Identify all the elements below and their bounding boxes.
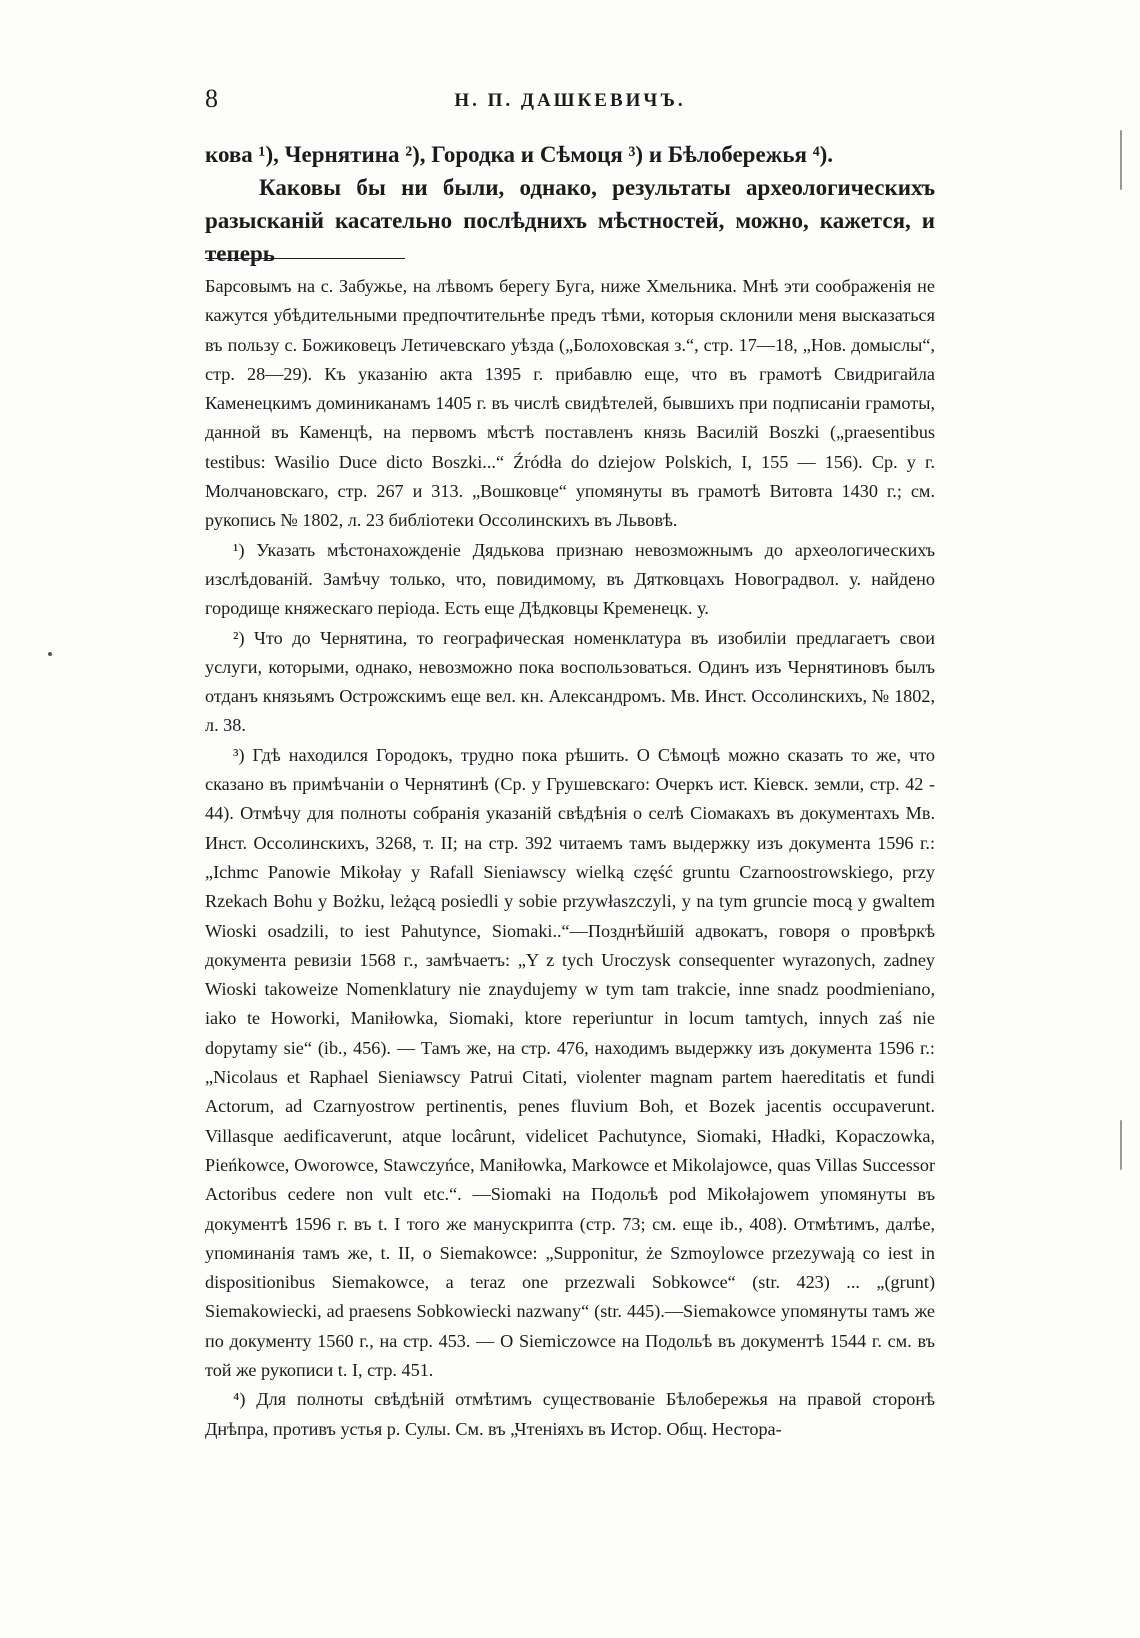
- footnote-2: ²) Что до Чернятина, то географическая номенклатура въ изобиліи предлагаетъ свои услуги, которыми, однако, невозможно пока воспользоваться. Одинъ изъ Чернятиновъ былъ отданъ князьямъ Острожскимъ еще вел. кн. Александромъ. Мв. Инст. Оссолинскихъ, № 1802, л. 38.: [205, 627, 935, 736]
- scan-speck: [48, 652, 52, 656]
- scan-edge-mark: [1120, 130, 1122, 190]
- body-paragraph: Каковы бы ни были, однако, результаты археологическихъ разысканій касательно послѣднихъ мѣстностей, можно, кажется, и теперь: [205, 175, 935, 266]
- footnote-continuation: Барсовымъ на с. Забужье, на лѣвомъ берегу Буга, ниже Хмельника. Мнѣ эти соображенія не кажутся убѣдительными предпочтительнѣе предъ тѣми, которыя склонили меня высказаться въ пользу с. Божиковецъ Летичевскаго уѣзда („Болоховская з.“, стр. 17—18, „Нов. домыслы“, стр. 28—29). Къ указанію акта 1395 г. прибавлю еще, что въ грамотѣ Свидригайла Каменецкимъ доминиканамъ 1405 г. въ числѣ свидѣтелей, бывшихъ при подписаніи грамоты, данной въ Каменцѣ, на первомъ мѣстѣ поставленъ князь Василій Boszki („praesentibus testibus: Wasilio Duce dicto Boszki...“ Źródła do dziejow Polskich, I, 155 — 156). Ср. у г. Молчановскаго, стр. 267 и 313. „Вошковце“ упомянуты въ грамотѣ Витовта 1430 г.; см. рукопись № 1802, л. 23 библіотеки Оссолинскихъ въ Львовѣ.: [205, 276, 935, 531]
- running-head: Н. П. ДАШКЕВИЧЪ.: [454, 90, 686, 111]
- page-number: 8: [205, 84, 218, 113]
- footnotes-block: [205, 272, 935, 1444]
- footnote-separator: [205, 258, 405, 259]
- scan-edge-mark: [1120, 1120, 1122, 1170]
- page-header: [205, 84, 935, 120]
- main-body-text: [205, 138, 935, 270]
- footnote-4: ⁴) Для полноты свѣдѣній отмѣтимъ существованіе Бѣлобережья на правой сторонѣ Днѣпра, противъ устья р. Сулы. См. въ „Чтеніяхъ въ Истор. Общ. Нестора-: [205, 1389, 935, 1439]
- footnote-1: ¹) Указать мѣстонахожденіе Дядькова признаю невозможнымъ до археологическихъ изслѣдованій. Замѣчу только, что, повидимому, въ Дятковцахъ Новоградвол. у. найдено городище княжескаго періода. Есть еще Дѣдковцы Кременецк. у.: [205, 539, 935, 619]
- footnote-3: ³) Гдѣ находился Городокъ, трудно пока рѣшить. О Сѣмоцѣ можно сказать то же, что сказано въ примѣчаніи о Чернятинѣ (Ср. у Грушевскаго: Очеркъ ист. Кіевск. земли, стр. 42 - 44). Отмѣчу для полноты собранія указаній свѣдѣнія о селѣ Сіомакахъ въ документахъ Мв. Инст. Оссолинскихъ, 3268, т. II; на стр. 392 читаемъ тамъ выдержку изъ документа 1596 г.: „Ichmc Panowie Mikołay y Rafall Sieniawscy wielką część gruntu Czarnoostrowskiego, przy Rzekach Bohu y Bożku, leżącą posiedli y sobie przywłaszczyli, y na tym gruncie mocą y gwaltem Wioski osadzili, to iest Pahutynce, Siomaki..“—Позднѣйшій адвокатъ, говоря о провѣркѣ документа ревизіи 1568 г., замѣчаетъ: „Y z tych Uroczysk consequenter wyrazonych, zadney Wioski takoweize Nomenklatury nie znaydujemy w tym tam trakcie, inne snadz poodmieniano, iako te Howorki, Maniłowka, Siomaki, ktore reperiuntur in locum tamtych, innych zaś nie dopytamy sie“ (ib., 456). — Тамъ же, на стр. 476, находимъ выдержку изъ документа 1596 г.: „Nicolaus et Raphael Sieniawscy Patrui Citati, violenter magnam partem haereditatis et fundi Actorum, ad Czarnyostrow pertinentis, penes fluvium Boh, et Bozek jacentis occupaverunt. Villasque aedificaverunt, atque locârunt, videlicet Pachutynce, Siomaki, Hładki, Kopaczowka, Pieńkowce, Oworowce, Stawczyńce, Maniłowka, Markowce et Mikolajowce, quas Villas Successor Actoribus cedere non vult etc.“. —Siomaki на Подольѣ pod Mikołajowem упомянуты въ документѣ 1596 г. въ t. I того же манускрипта (стр. 73; см. еще ib., 408). Отмѣтимъ, далѣе, упоминанія тамъ же, t. II, o Siemakowce: „Supponitur, że Szmoylowce przezywają co iest in dispositionibus Siemakowce, a teraz one przezwali Sobkowce“ (str. 423) ... „(grunt) Siemakowiecki, ad praesens Sobkowiecki nazwany“ (str. 445).—Siemakowce упомянуты тамъ же по документу 1560 г., на стр. 453. — О Siemiczowce на Подольѣ въ документѣ 1544 г. см. въ той же рукописи t. I, стр. 451.: [205, 744, 935, 1380]
- body-paragraph-continuation: кова ¹), Чернятина ²), Городка и Сѣмоця ³) и Бѣлобережья ⁴).: [205, 142, 833, 167]
